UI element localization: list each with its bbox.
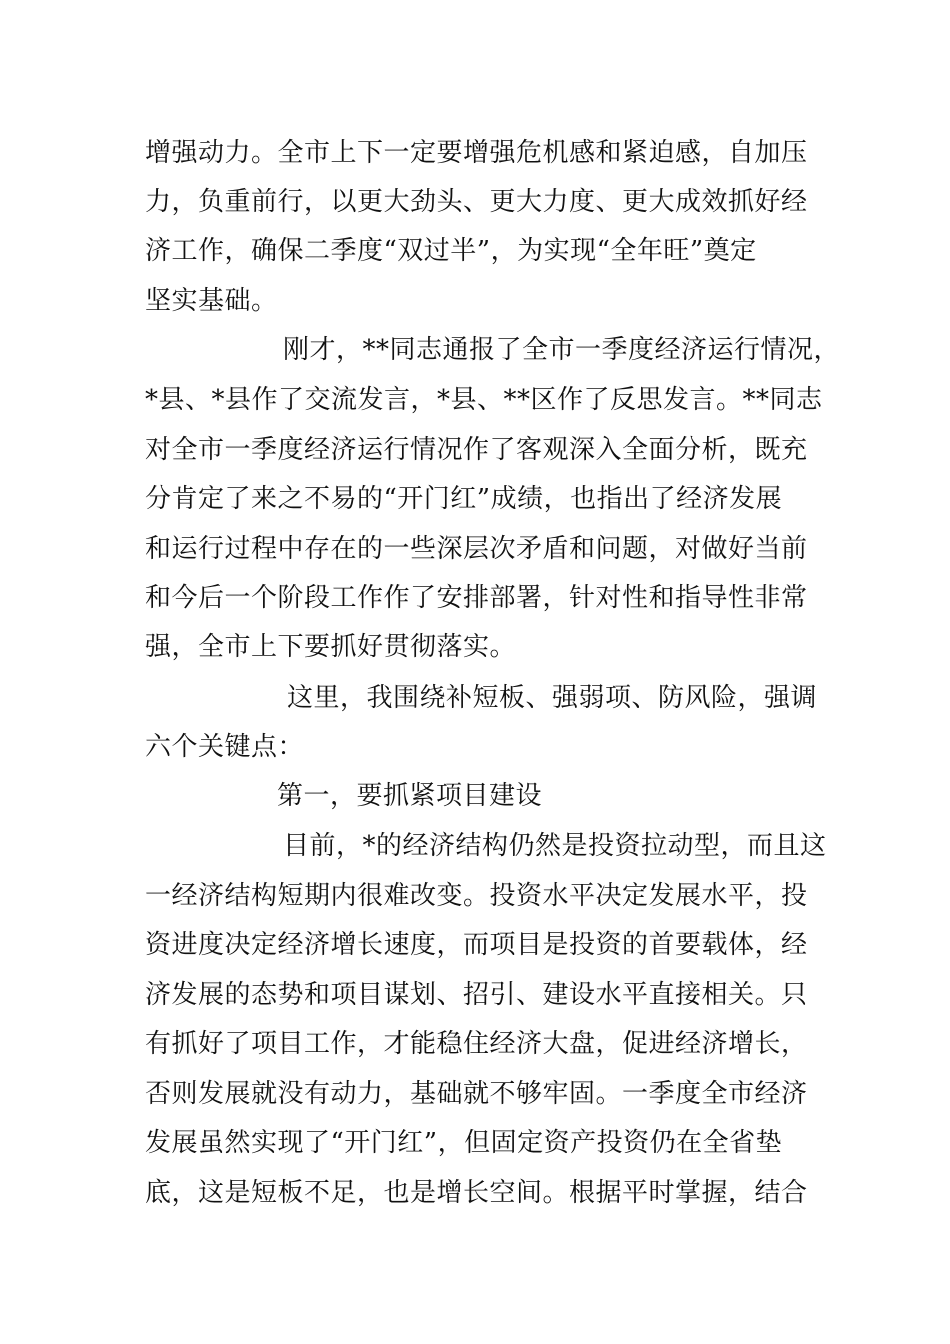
text-line: 坚实基础。 — [145, 286, 278, 316]
paragraph-start-line: 目前，*的经济结构仍然是投资拉动型，而且这 — [283, 831, 827, 861]
paragraph-start-line: 这里，我围绕补短板、强弱项、防风险，强调 — [287, 683, 818, 713]
text-line: 增强动力。全市上下一定要增强危机感和紧迫感，自加压 — [145, 138, 808, 168]
text-line: 济工作，确保二季度“双过半”，为实现“全年旺”奠定 — [145, 236, 757, 266]
paragraph-start-line: 刚才，**同志通报了全市一季度经济运行情况， — [283, 335, 841, 365]
text-line: 和今后一个阶段工作作了安排部署，针对性和指导性非常 — [145, 583, 808, 613]
text-line: 力，负重前行，以更大劲头、更大力度、更大成效抓好经 — [145, 187, 808, 217]
text-line: *县、*县作了交流发言，*县、**区作了反思发言。**同志 — [145, 385, 823, 415]
text-line: 济发展的态势和项目谋划、招引、建设水平直接相关。只 — [145, 980, 808, 1010]
text-line: 一经济结构短期内很难改变。投资水平决定发展水平，投 — [145, 881, 808, 911]
section-heading: 第一，要抓紧项目建设 — [277, 781, 543, 811]
text-line: 发展虽然实现了“开门红”，但固定资产投资仍在全省垫 — [145, 1128, 783, 1158]
text-line: 对全市一季度经济运行情况作了客观深入全面分析，既充 — [145, 435, 808, 465]
text-line: 资进度决定经济增长速度，而项目是投资的首要载体，经 — [145, 930, 808, 960]
text-line: 和运行过程中存在的一些深层次矛盾和问题，对做好当前 — [145, 534, 808, 564]
text-line: 强，全市上下要抓好贯彻落实。 — [145, 632, 517, 662]
text-line: 有抓好了项目工作，才能稳住经济大盘，促进经济增长， — [145, 1029, 808, 1059]
text-line: 否则发展就没有动力，基础就不够牢固。一季度全市经济 — [145, 1079, 808, 1109]
text-line: 六个关键点： — [145, 732, 305, 762]
text-line: 底，这是短板不足，也是增长空间。根据平时掌握，结合 — [145, 1178, 808, 1208]
text-line: 分肯定了来之不易的“开门红”成绩，也指出了经济发展 — [145, 484, 783, 514]
